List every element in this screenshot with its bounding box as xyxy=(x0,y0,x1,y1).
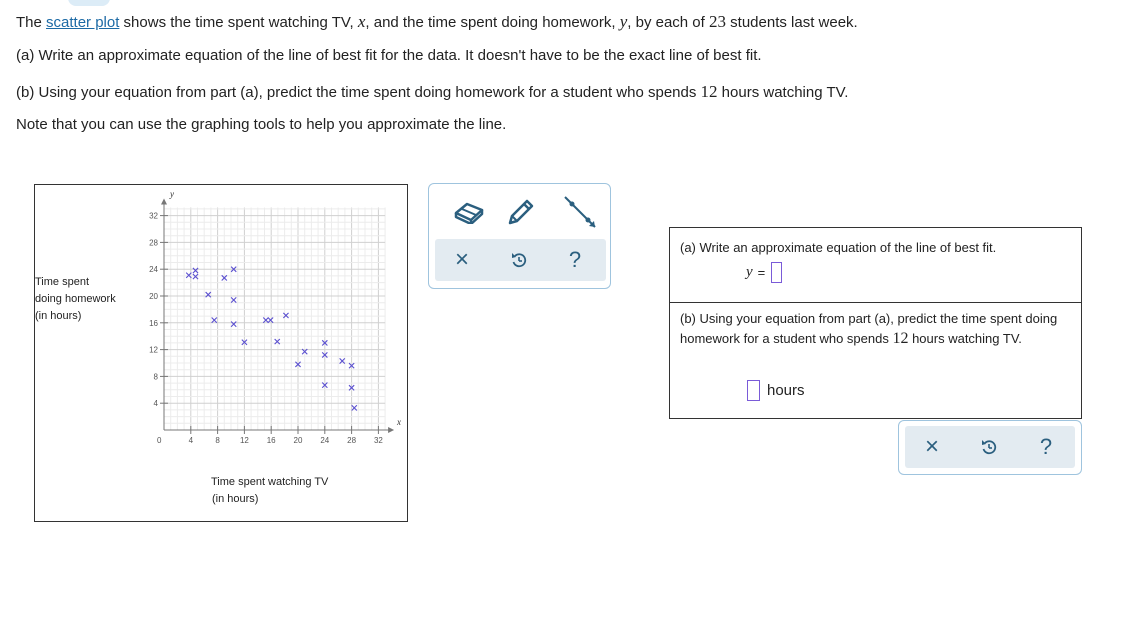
data-point xyxy=(231,297,236,302)
x-tick-label: 32 xyxy=(373,436,383,445)
part-b-instruction: (b) Using your equation from part (a), predict the time spent doing homework for a student who spends 12 hours watching TV. xyxy=(16,82,849,101)
x-tick-label: 12 xyxy=(239,436,249,445)
tools-note: Note that you can use the graphing tools to help you approximate the line. xyxy=(16,116,507,133)
data-point xyxy=(212,318,217,323)
help-icon: ? xyxy=(568,247,582,272)
hours-unit-label: hours xyxy=(767,382,805,399)
x-axis-arrow xyxy=(388,427,394,433)
x-tick-label: 28 xyxy=(347,436,357,445)
scatter-plot-panel[interactable] xyxy=(34,184,408,522)
y-tick-label: 20 xyxy=(149,292,158,301)
part-b-prompt: (b) Using your equation from part (a), predict the time spent doing homework for a student who spends 12 hours watching TV. xyxy=(680,311,1058,347)
part-a-instruction: (a) Write an approximate equation of the line of best fit for the data. It doesn't have to be the exact line of best fit. xyxy=(16,47,762,64)
scatter-plot-link[interactable]: scatter plot xyxy=(46,14,120,31)
answer-help-button[interactable] xyxy=(1026,427,1066,467)
graph-undo-button[interactable] xyxy=(499,240,539,280)
top-tab-indicator xyxy=(68,0,110,6)
homework-hours-input[interactable] xyxy=(747,380,760,401)
scatter-plot[interactable] xyxy=(35,185,407,521)
graph-clear-button[interactable] xyxy=(442,240,482,280)
equals-sign: = xyxy=(757,265,766,280)
x-axis-title: Time spent watching TV (in hours) xyxy=(211,476,329,505)
undo-icon xyxy=(980,438,998,456)
student-count: 23 xyxy=(708,12,726,31)
graph-help-button[interactable] xyxy=(555,240,595,280)
y-axis-arrow xyxy=(161,199,167,205)
x-tick-label: 4 xyxy=(188,436,194,445)
x-tick-label: 24 xyxy=(320,436,330,445)
line-tool-button[interactable] xyxy=(560,192,600,232)
x-tick-label: 20 xyxy=(293,436,303,445)
close-icon: × xyxy=(454,246,469,273)
y-axis-title: Time spent doing homework (in hours) xyxy=(35,276,116,322)
y-tick-label: 12 xyxy=(149,345,158,355)
eraser-tool-button[interactable] xyxy=(449,192,489,232)
origin-label: 0 xyxy=(157,436,162,445)
pencil-icon xyxy=(505,196,537,228)
tv-hours: 12 xyxy=(700,82,718,101)
best-fit-equation-input[interactable] xyxy=(771,262,782,283)
y-tick-label: 4 xyxy=(153,399,158,409)
answer-clear-button[interactable] xyxy=(912,427,952,467)
answer-panel xyxy=(669,227,1082,419)
line-icon xyxy=(562,194,598,230)
y-tick-label: 32 xyxy=(149,211,158,221)
data-point xyxy=(268,318,273,323)
var-x: x xyxy=(357,12,366,31)
var-y: y xyxy=(619,12,628,31)
graph-toolbar xyxy=(428,183,611,289)
undo-icon xyxy=(510,251,528,269)
y-tick-label: 24 xyxy=(149,265,158,275)
x-axis-var: x xyxy=(397,417,401,427)
equation-var-y: y xyxy=(746,264,753,280)
answer-toolbar xyxy=(898,420,1082,475)
pencil-tool-button[interactable] xyxy=(501,192,541,232)
y-tick-label: 28 xyxy=(149,238,158,248)
graph-toolbar-actions xyxy=(435,239,606,281)
x-tick-label: 16 xyxy=(266,436,276,445)
part-b-answer xyxy=(747,380,805,401)
answer-toolbar-actions xyxy=(905,426,1075,468)
y-axis-var: y xyxy=(170,189,174,199)
x-tick-label: 8 xyxy=(215,436,220,445)
eraser-icon xyxy=(452,200,486,224)
part-a-prompt: (a) Write an approximate equation of the line of best fit. xyxy=(680,240,997,255)
answer-divider xyxy=(670,302,1081,303)
problem-statement: The scatter plot shows the time spent watching TV, x, and the time spent doing homework, y, by each of 23 students last week. xyxy=(16,12,858,31)
y-tick-label: 16 xyxy=(149,318,158,328)
close-icon: × xyxy=(924,433,939,460)
part-a-equation xyxy=(746,262,782,283)
y-tick-label: 8 xyxy=(153,372,158,382)
help-icon: ? xyxy=(1039,434,1053,459)
answer-undo-button[interactable] xyxy=(969,427,1009,467)
